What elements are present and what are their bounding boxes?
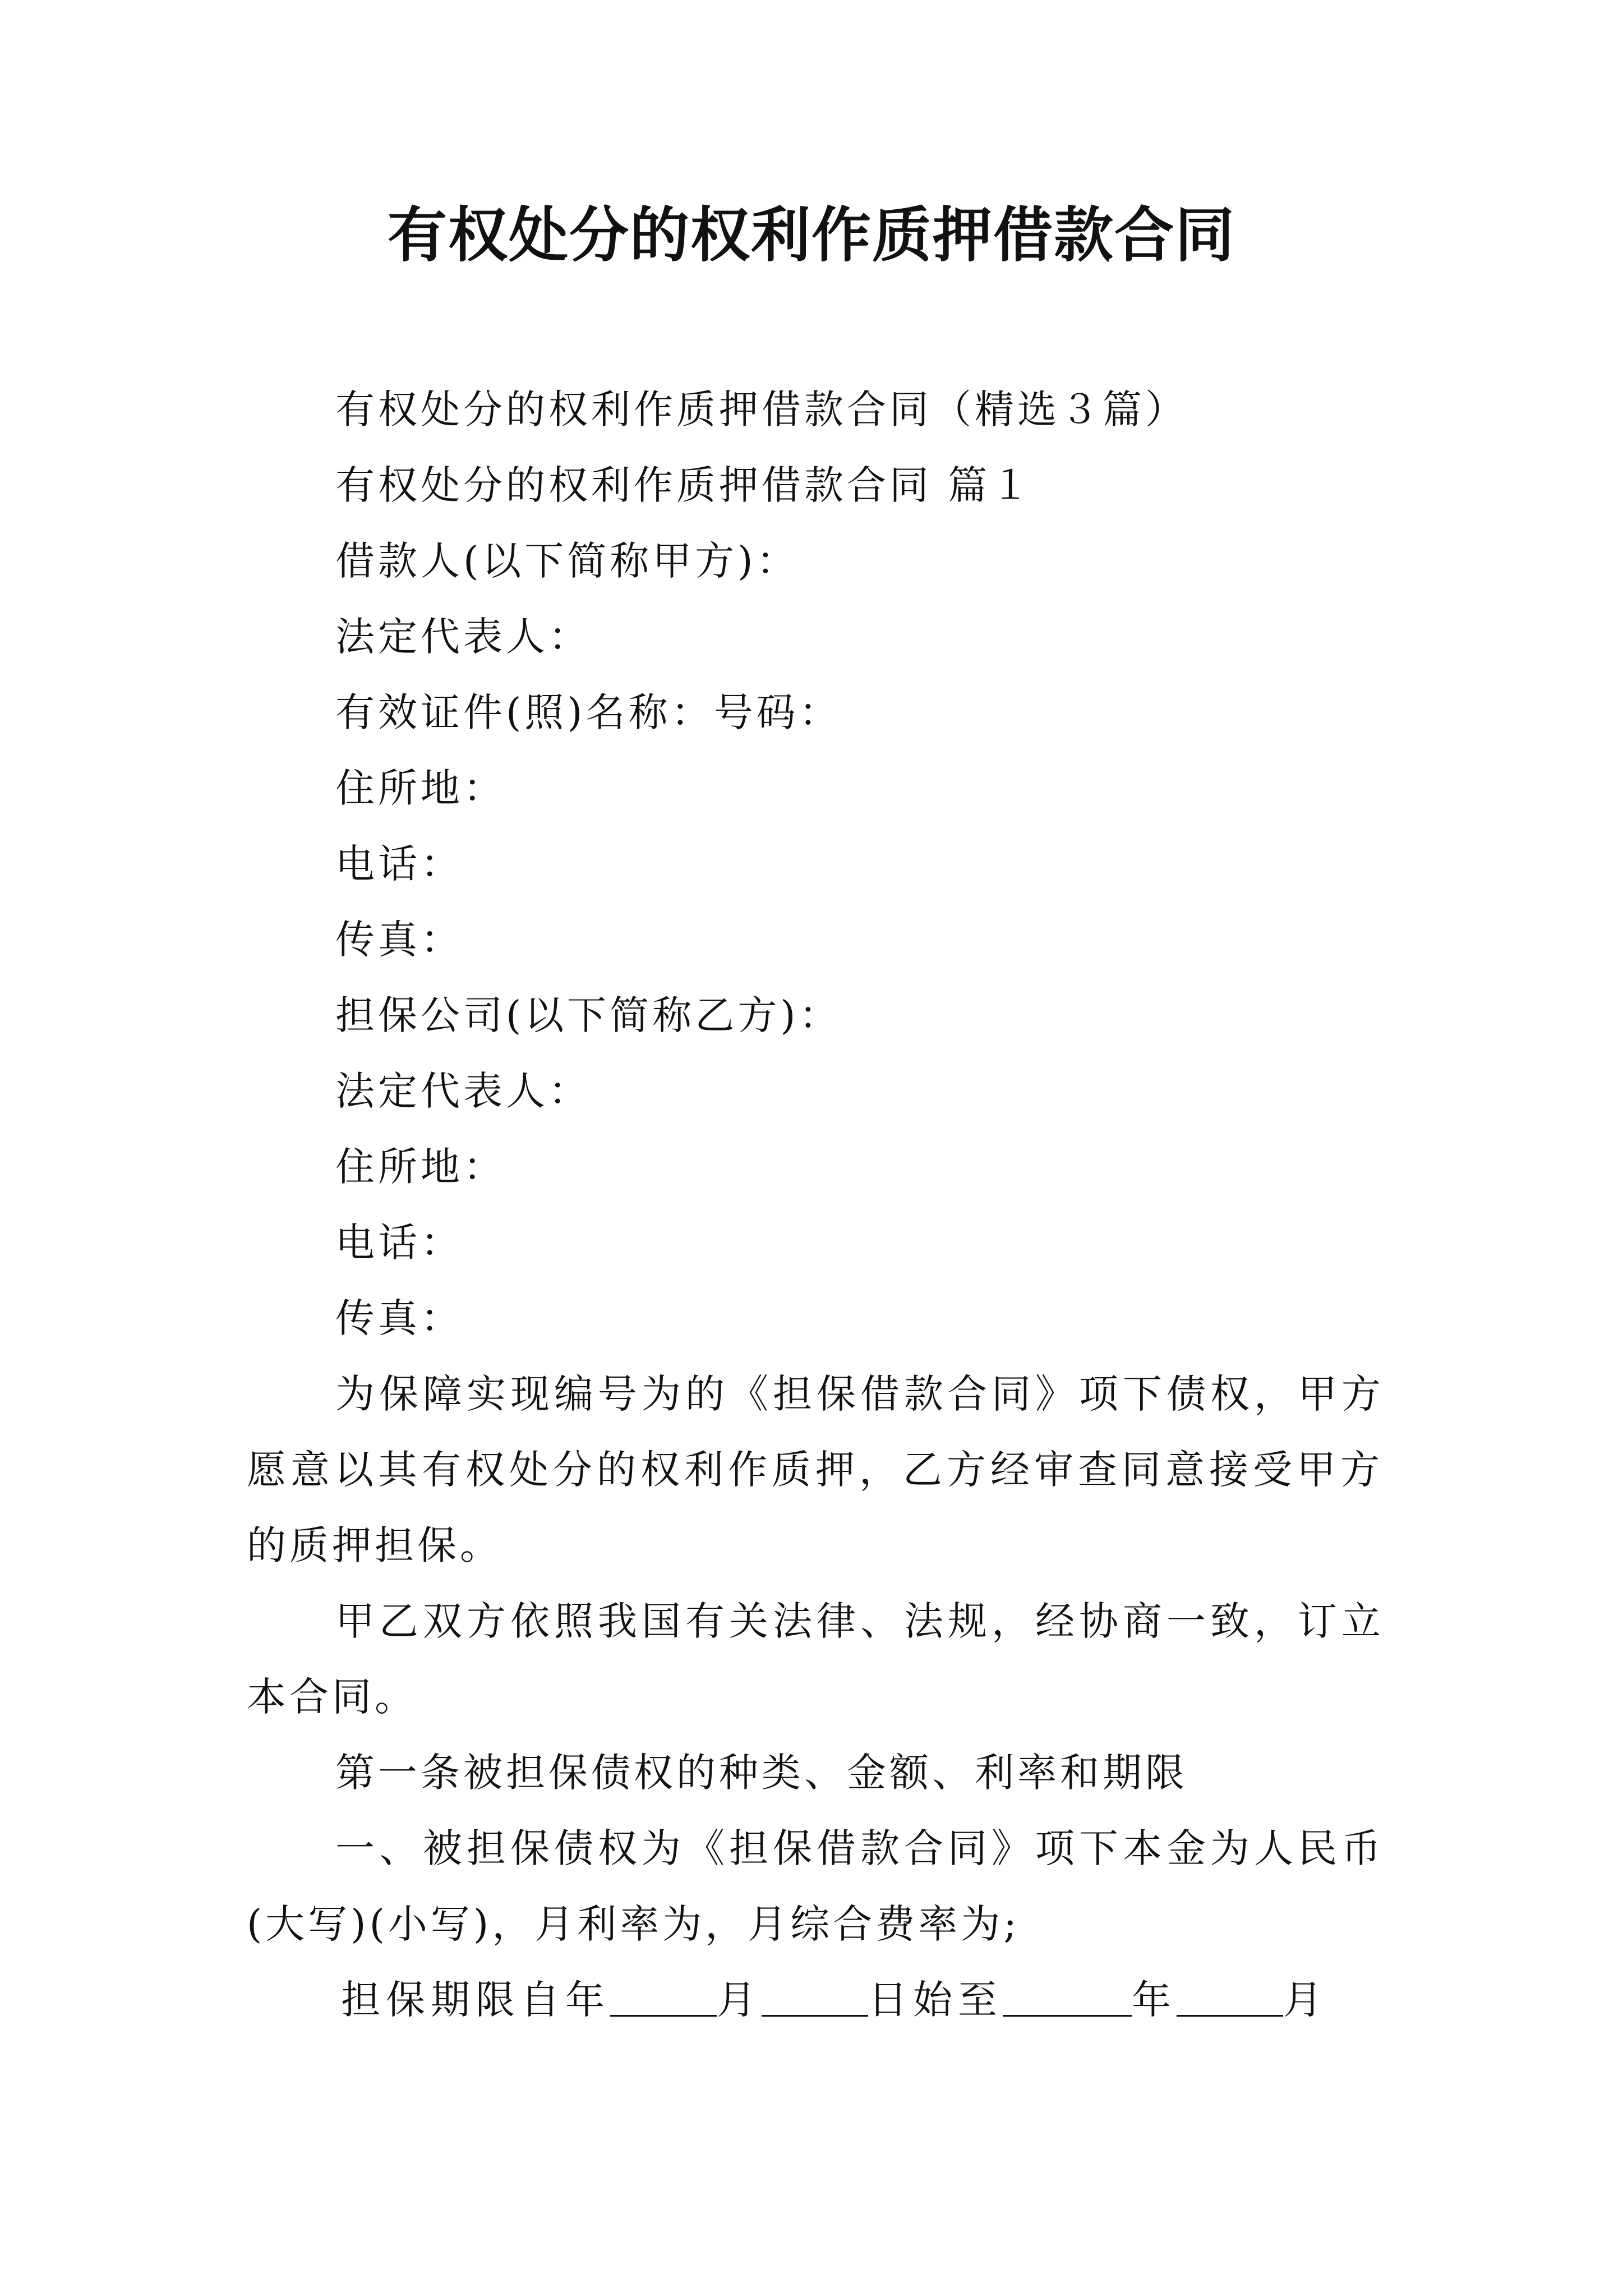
section-heading: 有权处分的权利作质押借款合同 篇１ — [335, 462, 1034, 508]
legal-rep-field: 法定代表人： — [335, 614, 591, 660]
id-document-field: 有效证件(照)名称：号码： — [335, 689, 842, 735]
paragraph-line: 为保障实现编号为的《担保借款合同》项下债权，甲方 — [335, 1371, 1385, 1417]
term-text: 月 — [1283, 1977, 1328, 2023]
guarantor-label: 担保公司(以下简称乙方)： — [335, 992, 842, 1038]
phone-field: 电话： — [335, 841, 463, 887]
paragraph-line: 愿意以其有权处分的权利作质押，乙方经审查同意接受甲方 — [247, 1447, 1384, 1493]
blank-field — [762, 1976, 868, 2017]
term-text: 日始至 — [868, 1977, 1003, 2023]
phone-field: 电话： — [335, 1220, 463, 1266]
term-text: 担保期限自年 — [341, 1977, 610, 2023]
fax-field: 传真： — [335, 917, 463, 963]
legal-rep-field: 法定代表人： — [335, 1068, 591, 1114]
document-subtitle: 有权处分的权利作质押借款合同（精选３篇） — [335, 386, 1188, 432]
clause-line: (大写)(小写)，月利率为，月综合费率为; — [247, 1901, 1020, 1947]
term-text: 年 — [1132, 1977, 1177, 2023]
paragraph-line: 的质押担保。 — [247, 1522, 502, 1568]
clause-line: 一、被担保债权为《担保借款合同》项下本金为人民币 — [335, 1825, 1385, 1871]
paragraph-line: 甲乙双方依照我国有关法律、法规，经协商一致，订立 — [335, 1598, 1385, 1644]
fax-field: 传真： — [335, 1295, 463, 1341]
blank-field — [1003, 1976, 1132, 2017]
address-field: 住所地： — [335, 765, 506, 811]
document-title: 有权处分的权利作质押借款合同 — [388, 201, 1235, 270]
blank-field — [1177, 1976, 1283, 2017]
address-field: 住所地： — [335, 1144, 506, 1190]
term-text: 月 — [717, 1977, 762, 2023]
article-heading: 第一条被担保债权的种类、金额、利率和期限 — [335, 1750, 1188, 1796]
paragraph-line: 本合同。 — [247, 1674, 417, 1720]
borrower-label: 借款人(以下简称甲方)： — [335, 538, 799, 584]
guarantee-term-line — [341, 1969, 1328, 2031]
blank-field — [610, 1976, 717, 2017]
